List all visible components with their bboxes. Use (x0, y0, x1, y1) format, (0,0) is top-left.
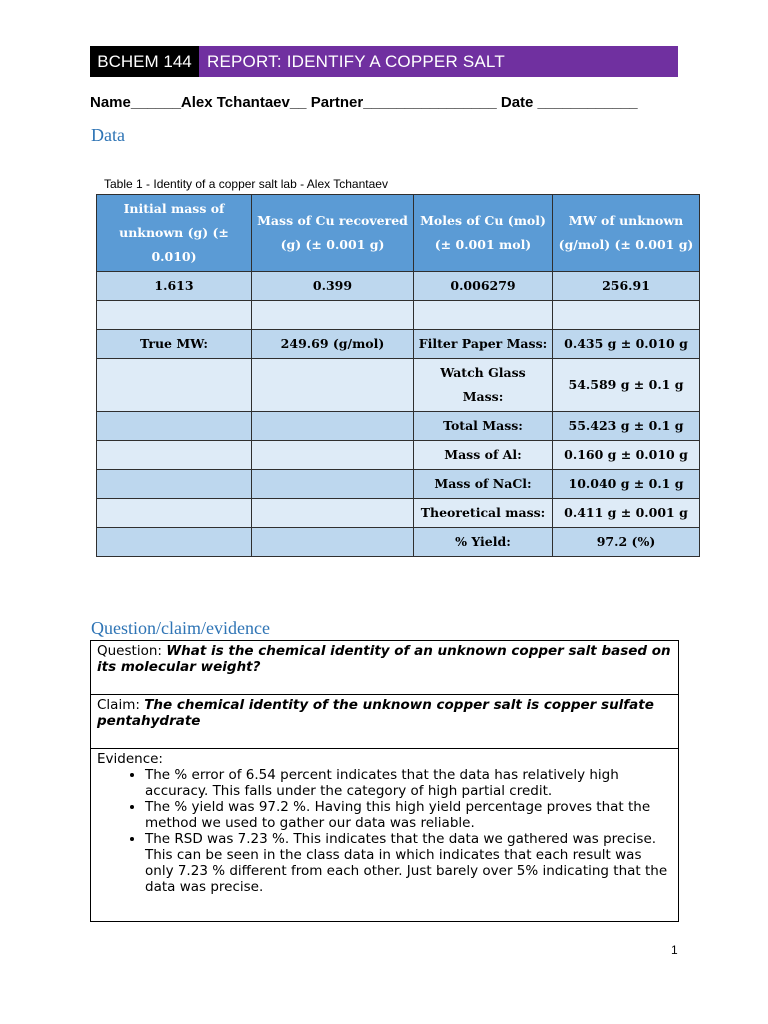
evidence-item: • The % yield was 97.2 %. Having this high yield percentage proves that the method we used to gather our data was reliable. (145, 799, 672, 831)
evidence-list (97, 767, 672, 895)
question-claim-evidence-table (90, 640, 679, 922)
claim-text: The chemical identity of the unknown copper salt is copper sulfate pentahydrate (97, 697, 654, 729)
cell-true-mw-label: True MW: (97, 330, 252, 359)
header-mw-unknown: MW of unknown (g/mol) (± 0.001 g) (553, 195, 700, 272)
evidence-item: • The RSD was 7.23 %. This indicates that the data we gathered was precise. This can be seen in the class data in which indicates that each result was only 7.23 % different from each other. Just barely over 5% indicating that the data was precise. (145, 831, 672, 895)
cell-pair-value: 10.040 g ± 0.1 g (553, 470, 700, 499)
report-banner (90, 46, 678, 77)
cell-pair-label: Total Mass: (414, 412, 553, 441)
table-row (97, 470, 700, 499)
cell-pair-value: 55.423 g ± 0.1 g (553, 412, 700, 441)
cell-pair-value: 0.411 g ± 0.001 g (553, 499, 700, 528)
cell-pair-value: 0.160 g ± 0.010 g (553, 441, 700, 470)
question-label: Question: (97, 643, 162, 659)
cell-pair-label: Watch Glass Mass: (414, 359, 553, 412)
evidence-item: • The % error of 6.54 percent indicates that the data has relatively high accuracy. This falls under the category of high partial credit. (145, 767, 672, 799)
cell-pair-value: 54.589 g ± 0.1 g (553, 359, 700, 412)
cell-pair-label: Filter Paper Mass: (414, 330, 553, 359)
cell-pair-label: Mass of Al: (414, 441, 553, 470)
claim-label: Claim: (97, 697, 140, 713)
cell-mass-cu: 0.399 (252, 272, 414, 301)
evidence-row (91, 749, 679, 922)
course-code: BCHEM 144 (90, 46, 199, 77)
table-row (97, 359, 700, 412)
evidence-label: Evidence: (97, 751, 163, 767)
table-caption: Table 1 - Identity of a copper salt lab - Alex Tchantaev (104, 177, 388, 191)
section-heading-data: Data (91, 125, 125, 145)
cell-pair-value: 0.435 g ± 0.010 g (553, 330, 700, 359)
page-number: 1 (671, 943, 678, 957)
cell-mw-unknown: 256.91 (553, 272, 700, 301)
header-moles-cu: Moles of Cu (mol) (± 0.001 mol) (414, 195, 553, 272)
claim-row (91, 695, 679, 749)
cell-pair-label: Mass of NaCl: (414, 470, 553, 499)
cell-true-mw-value: 249.69 (g/mol) (252, 330, 414, 359)
table-row (97, 528, 700, 557)
table-row (97, 330, 700, 359)
cell-pair-value: 97.2 (%) (553, 528, 700, 557)
copper-salt-data-table (96, 194, 700, 557)
table-row (97, 499, 700, 528)
table-row (97, 412, 700, 441)
name-partner-date-line: Name______Alex Tchantaev__ Partner________________ Date ____________ (90, 94, 638, 111)
cell-moles-cu: 0.006279 (414, 272, 553, 301)
cell-initial-mass: 1.613 (97, 272, 252, 301)
cell-pair-label: Theoretical mass: (414, 499, 553, 528)
question-row (91, 641, 679, 695)
header-initial-mass: Initial mass of unknown (g) (± 0.010) (97, 195, 252, 272)
header-mass-cu: Mass of Cu recovered (g) (± 0.001 g) (252, 195, 414, 272)
table-header-row (97, 195, 700, 272)
section-heading-qce: Question/claim/evidence (91, 618, 270, 638)
table-row-empty (97, 301, 700, 330)
table-row (97, 441, 700, 470)
report-title: REPORT: IDENTIFY A COPPER SALT (199, 46, 678, 77)
question-text: What is the chemical identity of an unknown copper salt based on its molecular weight? (97, 643, 671, 675)
cell-pair-label: % Yield: (414, 528, 553, 557)
table-row (97, 272, 700, 301)
